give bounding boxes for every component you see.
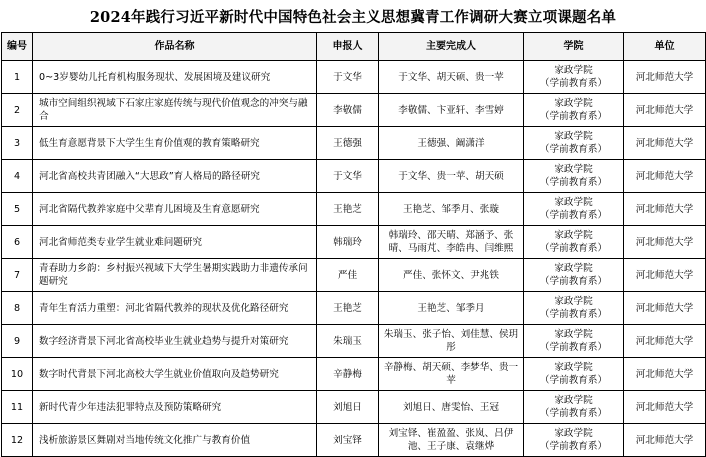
college-department: （学前教育系）	[539, 111, 608, 122]
cell-number: 5	[2, 193, 33, 226]
cell-college	[524, 127, 624, 160]
college-department: （学前教育系）	[539, 177, 608, 188]
cell-college	[524, 325, 624, 358]
cell-unit: 河北师范大学	[624, 226, 706, 259]
college-department: （学前教育系）	[539, 309, 608, 320]
cell-number: 11	[2, 391, 33, 424]
cell-number: 9	[2, 325, 33, 358]
header-unit: 单位	[624, 33, 706, 61]
college-name: 家政学院	[554, 98, 593, 109]
cell-members: 王德强、阚潇洋	[379, 127, 524, 160]
cell-applicant: 辛静梅	[317, 358, 379, 391]
cell-project-name: 河北省师范类专业学生就业难问题研究	[33, 226, 317, 259]
cell-college	[524, 259, 624, 292]
cell-college	[524, 160, 624, 193]
header-members: 主要完成人	[379, 33, 524, 61]
cell-members: 刘宝铎、崔盈盈、张岚、吕伊池、王子康、袁继烨	[379, 424, 524, 457]
college-name: 家政学院	[554, 428, 593, 439]
cell-project-name: 浅析旅游景区舞剧对当地传统文化推广与教育价值	[33, 424, 317, 457]
college-department: （学前教育系）	[539, 276, 608, 287]
table-header-row	[2, 33, 706, 61]
cell-project-name: 城市空间组织视域下石家庄家庭传统与现代价值观念的冲突与融合	[33, 94, 317, 127]
cell-number: 6	[2, 226, 33, 259]
college-department: （学前教育系）	[539, 78, 608, 89]
header-college: 学院	[524, 33, 624, 61]
college-name: 家政学院	[554, 395, 593, 406]
cell-members: 王艳芝、邹季月、张璇	[379, 193, 524, 226]
college-department: （学前教育系）	[539, 210, 608, 221]
header-project-name: 作品名称	[33, 33, 317, 61]
college-department: （学前教育系）	[539, 441, 608, 452]
cell-number: 3	[2, 127, 33, 160]
college-department: （学前教育系）	[539, 342, 608, 353]
college-name: 家政学院	[554, 131, 593, 142]
cell-project-name: 河北省隔代教养家庭中父辈育儿困境及生育意愿研究	[33, 193, 317, 226]
table-row	[2, 160, 706, 193]
college-department: （学前教育系）	[539, 375, 608, 386]
cell-applicant: 李敬儒	[317, 94, 379, 127]
cell-project-name: 新时代青少年违法犯罪特点及预防策略研究	[33, 391, 317, 424]
cell-college	[524, 61, 624, 94]
cell-number: 10	[2, 358, 33, 391]
cell-applicant: 刘旭日	[317, 391, 379, 424]
header-number: 编号	[2, 33, 33, 61]
cell-project-name: 数字时代背景下河北高校大学生就业价值取向及趋势研究	[33, 358, 317, 391]
cell-project-name: 河北省高校共青团融入“大思政”育人格局的路径研究	[33, 160, 317, 193]
cell-applicant: 王艳芝	[317, 193, 379, 226]
cell-applicant: 韩瑞玲	[317, 226, 379, 259]
cell-college	[524, 193, 624, 226]
cell-applicant: 于文华	[317, 160, 379, 193]
cell-applicant: 刘宝铎	[317, 424, 379, 457]
cell-college	[524, 358, 624, 391]
college-name: 家政学院	[554, 164, 593, 175]
cell-unit: 河北师范大学	[624, 292, 706, 325]
cell-applicant: 于文华	[317, 61, 379, 94]
cell-applicant: 王艳芝	[317, 292, 379, 325]
table-row	[2, 127, 706, 160]
table-row	[2, 358, 706, 391]
cell-members: 韩瑞玲、邵天晴、郑涵予、张晴、马雨芃、李皓冉、闫维熙	[379, 226, 524, 259]
cell-college	[524, 94, 624, 127]
cell-college	[524, 292, 624, 325]
college-department: （学前教育系）	[539, 408, 608, 419]
college-department: （学前教育系）	[539, 243, 608, 254]
table-row	[2, 61, 706, 94]
college-name: 家政学院	[554, 362, 593, 373]
table-row	[2, 259, 706, 292]
document-title: 2024年践行习近平新时代中国特色社会主义思想冀青工作调研大赛立项课题名单	[89, 8, 617, 26]
college-name: 家政学院	[554, 65, 593, 76]
college-name: 家政学院	[554, 230, 593, 241]
cell-college	[524, 391, 624, 424]
cell-unit: 河北师范大学	[624, 424, 706, 457]
college-name: 家政学院	[554, 197, 593, 208]
cell-number: 2	[2, 94, 33, 127]
cell-members: 朱瑞玉、张子怡、刘佳慧、侯玥彤	[379, 325, 524, 358]
cell-unit: 河北师范大学	[624, 94, 706, 127]
cell-members: 李敬儒、卞亚轩、李雪婷	[379, 94, 524, 127]
cell-project-name: 0~3岁婴幼儿托育机构服务现状、发展困境及建议研究	[33, 61, 317, 94]
cell-unit: 河北师范大学	[624, 160, 706, 193]
college-name: 家政学院	[554, 296, 593, 307]
cell-applicant: 严佳	[317, 259, 379, 292]
cell-members: 刘旭日、唐雯怡、王冠	[379, 391, 524, 424]
cell-college	[524, 226, 624, 259]
cell-members: 王艳芝、邹季月	[379, 292, 524, 325]
cell-number: 1	[2, 61, 33, 94]
cell-unit: 河北师范大学	[624, 127, 706, 160]
cell-project-name: 数字经济背景下河北省高校毕业生就业趋势与提升对策研究	[33, 325, 317, 358]
cell-unit: 河北师范大学	[624, 325, 706, 358]
cell-unit: 河北师范大学	[624, 259, 706, 292]
table-row	[2, 391, 706, 424]
cell-members: 于文华、胡天硕、贵一苹	[379, 61, 524, 94]
cell-number: 12	[2, 424, 33, 457]
cell-members: 辛静梅、胡天硕、李梦华、贵一苹	[379, 358, 524, 391]
header-applicant: 申报人	[317, 33, 379, 61]
table-row	[2, 325, 706, 358]
cell-project-name: 青年生育活力重塑：河北省隔代教养的现状及优化路径研究	[33, 292, 317, 325]
cell-project-name: 青春助力乡韵：乡村振兴视域下大学生暑期实践助力非遗传承问题研究	[33, 259, 317, 292]
cell-unit: 河北师范大学	[624, 358, 706, 391]
table-row	[2, 226, 706, 259]
cell-members: 于文华、贵一苹、胡天硕	[379, 160, 524, 193]
cell-unit: 河北师范大学	[624, 391, 706, 424]
cell-unit: 河北师范大学	[624, 61, 706, 94]
cell-applicant: 王德强	[317, 127, 379, 160]
table-row	[2, 94, 706, 127]
cell-number: 8	[2, 292, 33, 325]
table-row	[2, 292, 706, 325]
college-department: （学前教育系）	[539, 144, 608, 155]
college-name: 家政学院	[554, 263, 593, 274]
cell-unit: 河北师范大学	[624, 193, 706, 226]
cell-members: 严佳、张怀文、尹兆铁	[379, 259, 524, 292]
cell-number: 4	[2, 160, 33, 193]
project-list-table	[1, 32, 706, 457]
cell-project-name: 低生育意愿背景下大学生生育价值观的教育策略研究	[33, 127, 317, 160]
cell-applicant: 朱瑞玉	[317, 325, 379, 358]
cell-number: 7	[2, 259, 33, 292]
table-row	[2, 193, 706, 226]
college-name: 家政学院	[554, 329, 593, 340]
cell-college	[524, 424, 624, 457]
table-row	[2, 424, 706, 457]
